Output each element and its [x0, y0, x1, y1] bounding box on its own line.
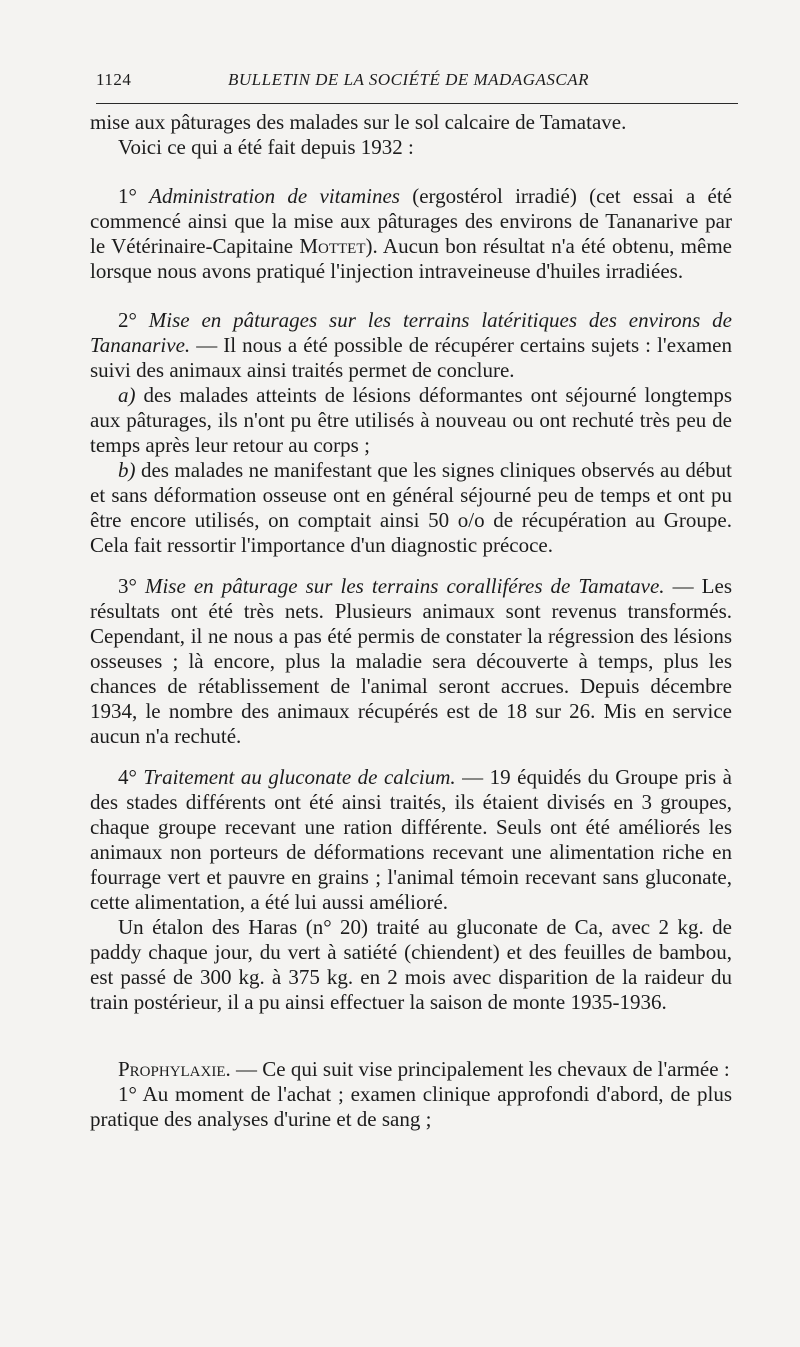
body-text: [90, 110, 732, 1132]
item-number: 3°: [118, 574, 145, 598]
paragraph-coral: [90, 574, 732, 749]
case-text: des malades atteints de lésions déformantes ont séjourné longtemps aux pâturages, ils n'ont pu être utilisés à nouveau ou ont rechuté très peu de temps après leur retour au corps ;: [90, 383, 732, 457]
item-title: Traitement au gluconate de calcium.: [143, 765, 456, 789]
section-heading: Prophylaxie.: [118, 1057, 231, 1081]
paragraph-prophylaxis: [90, 1057, 732, 1082]
person-name: Mottet: [299, 234, 366, 258]
paragraph-lateritic: [90, 308, 732, 383]
page-header: [96, 70, 736, 96]
case-label: b): [118, 458, 136, 482]
paragraph-purchase: 1° Au moment de l'achat ; examen clinique approfondi d'abord, de plus pratique des analyses d'urine et de sang ;: [90, 1082, 732, 1131]
paragraph-stallion: Un étalon des Haras (n° 20) traité au gluconate de Ca, avec 2 kg. de paddy chaque jour, du vert à satiété (chiendent) et des feuilles de bambou, est passé de 300 kg. à 375 kg. en 2 mois avec disparition de la raideur du train postérieur, il a pu ainsi effectuer la saison de monte 1935-1936.: [90, 915, 732, 1014]
case-text: des malades ne manifestant que les signes cliniques observés au début et sans déformation osseuse ont en général séjourné peu de temps et ont pu être encore utilisés, on comptait ainsi 50 o/o de récupération au Groupe. Cela fait ressortir l'importance d'un diagnostic précoce.: [90, 458, 732, 557]
item-number: 2°: [118, 308, 149, 332]
paragraph-vitamins: [90, 184, 732, 284]
section-text: — Ce qui suit vise principalement les chevaux de l'armée :: [230, 1057, 730, 1081]
item-number: 4°: [118, 765, 144, 789]
paragraph-case-b: [90, 458, 732, 558]
paragraph-case-a: [90, 383, 732, 458]
item-text: ). Aucun bon résultat n'a été obtenu, même lorsque nous avons pratiqué l'injection intraveineuse d'huiles irradiées.: [90, 234, 732, 283]
item-title: Administration de vitamines: [149, 184, 400, 208]
item-text: — 19 équidés du Groupe pris à des stades différents ont été ainsi traités, ils étaient divisés en 3 groupes, chaque groupe recevant une ration différente. Seuls ont été améliorés les animaux non porteurs de déformations recevant une alimentation riche en fourrage vert et pauvre en grains ; l'animal témoin recevant sans gluconate, cette alimentation, a été lui aussi amélioré.: [90, 765, 732, 914]
item-text: — Il nous a été possible de récupérer certains sujets : l'examen suivi des animaux ainsi traités permet de conclure.: [90, 333, 732, 382]
item-title: Mise en pâturage sur les terrains coralliféres de Tamatave.: [144, 574, 665, 598]
running-title: BULLETIN DE LA SOCIÉTÉ DE MADAGASCAR: [228, 70, 589, 89]
case-label: a): [118, 383, 136, 407]
header-rule: [96, 103, 738, 104]
item-text: — Les résultats ont été très nets. Plusieurs animaux sont revenus transformés. Cependant, il ne nous a pas été permis de constater la régression des lésions osseuses ; là encore, plus la maladie sera découverte à temps, plus les chances de rétablissement de l'animal seront accrues. Depuis décembre 1934, le nombre des animaux récupérés est de 18 sur 26. Mis en service aucun n'a rechuté.: [90, 574, 732, 748]
item-title: Mise en pâturages sur les terrains latéritiques des environs de Tananarive.: [90, 308, 732, 357]
paragraph-intro: Voici ce qui a été fait depuis 1932 :: [118, 135, 414, 159]
page-number: 1124: [96, 70, 132, 89]
paragraph-continuation: mise aux pâturages des malades sur le sol calcaire de Tamatave.: [90, 110, 627, 134]
item-number: 1°: [118, 184, 150, 208]
item-text: (ergostérol irradié) (cet essai a été commencé ainsi que la mise aux pâturages des environs de Tananarive par le Vétérinaire-Capitaine: [90, 184, 732, 258]
paragraph-gluconate: [90, 765, 732, 915]
